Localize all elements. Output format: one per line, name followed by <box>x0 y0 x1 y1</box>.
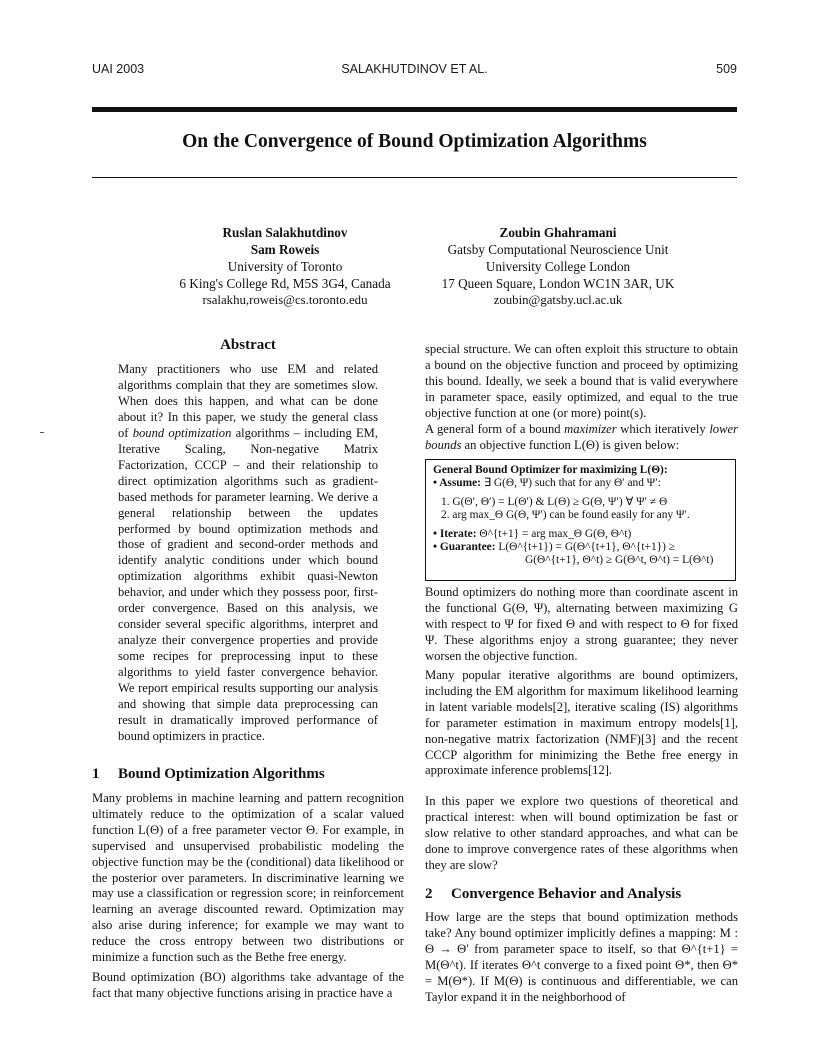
right-paragraph-5: In this paper we explore two questions of theoretical and practical interest: when will bound optimization be fast or slow relative to other standard approaches, and what can be done to improve convergence rates of these algorithms when they are slow? <box>425 794 738 872</box>
abstract-text: Many practitioners who use EM and related algorithms complain that they are sometimes slow. When does this happen, and what can be done about it? In this paper, we study the general class of bound optimization algorithms – including EM, Iterative Scaling, Non-negative Matrix Factorization, CCCP – and their relationship to direct optimization algorithms such as gradient-based methods for parameter learning. We derive a general relationship between the updates performed by bound optimization methods and those of gradient and second-order methods and identify analytic conditions under which bound optimization algorithms exhibit quasi-Newton behavior, and under which they possess poor, first-order convergence. Based on this analysis, we consider several specific algorithms, interpret and analyze their convergence properties and provide some recipes for preprocessing input to these algorithms to yield faster convergence behavior. We report empirical results supporting our analysis and showing that simple data preprocessing can result in dramatically improved performance of bound optimizers in practice. <box>118 362 378 743</box>
author-email: zoubin@gatsby.ucl.ac.uk <box>493 293 623 307</box>
title-top-rule <box>92 107 737 112</box>
section-1-heading <box>92 766 325 783</box>
page-number: 509 <box>716 62 737 76</box>
section-title: Convergence Behavior and Analysis <box>451 886 682 902</box>
right-paragraph-2: A general form of a bound maximizer which iteratively lower bounds an objective function L(Θ) is given below: <box>425 422 738 452</box>
affiliation-line: 6 King's College Rd, M5S 3G4, Canada <box>179 276 391 291</box>
section-2-heading <box>425 886 681 903</box>
section-1-paragraph-2: Bound optimization (BO) algorithms take advantage of the fact that many objective functions arising in practice have a <box>92 970 404 1000</box>
running-authors: SALAKHUTDINOV ET AL. <box>341 62 488 76</box>
conference-label: UAI 2003 <box>92 62 145 76</box>
right-paragraph-4: Many popular iterative algorithms are bound optimizers, including the EM algorithm for maximum likelihood learning in latent variable models[2], iterative scaling (IS) algorithms for parameter estimation in maximum entropy models[1], non-negative matrix factorization (NMF)[3] and the recent CCCP algorithm for minimizing the Bethe free energy in approximate inference problems[12]. <box>425 668 738 778</box>
box-condition-1: 1. G(Θ′, Θ′) = L(Θ′) & L(Θ) ≥ G(Θ, Ψ′) ∀ Ψ′ ≠ Θ <box>441 496 668 508</box>
author-name: Sam Roweis <box>250 242 320 257</box>
bound-optimizer-box <box>425 459 736 581</box>
box-guarantee-line: • Guarantee: L(Θ^{t+1}) = G(Θ^{t+1}, Θ^{t+1}) ≥ <box>433 541 676 553</box>
affiliation-line: University of Toronto <box>227 259 343 274</box>
box-iterate-line: • Iterate: Θ^{t+1} = arg max_Θ G(Θ, Θ^t) <box>433 528 632 540</box>
box-assume-line: • Assume: ∃ G(Θ, Ψ) such that for any Θ′ and Ψ′: <box>433 477 661 489</box>
section-2-paragraph-1: How large are the steps that bound optimization methods take? Any bound optimizer implicitly defines a mapping: M : Θ → Θ′ from parameter space to itself, so that Θ^{t+1} = M(Θ^t). If iterates Θ^t converge to a fixed point Θ*, then Θ* = M(Θ*). If M(Θ) is continuous and differentiable, we can Taylor expand it in the neighborhood of <box>425 910 738 1004</box>
running-head <box>92 62 737 78</box>
affiliation-line: Gatsby Computational Neuroscience Unit <box>447 242 669 257</box>
author-block-right <box>408 224 708 309</box>
title-bottom-rule <box>92 177 737 178</box>
right-paragraph-1: special structure. We can often exploit this structure to obtain a bound on the objective function and proceed by optimizing this bound. Ideally, we seek a bound that is valid everywhere in parameter space, easily optimized, and equal to the true objective function at one (or more) point(s). <box>425 342 738 420</box>
affiliation-line: 17 Queen Square, London WC1N 3AR, UK <box>441 276 675 291</box>
box-guarantee-line-2: G(Θ^{t+1}, Θ^t) ≥ G(Θ^t, Θ^t) = L(Θ^t) <box>525 554 714 566</box>
author-name: Ruslan Salakhutdinov <box>222 225 348 240</box>
section-1-paragraph-1: Many problems in machine learning and pattern recognition ultimately reduce to the optimization of a scalar valued function L(Θ) of a free parameter vector Θ. For example, in supervised and unsupervised probabilistic modeling the objective function may be the (conditional) data likelihood or the posterior over parameters. In discriminative learning we may use a classification or regression score; in reinforcement learning an average discounted reward. Optimization may also arise during inference; for example we may want to reduce the cross entropy between two distributions or minimize a function such as the Bethe free energy. <box>92 791 404 965</box>
section-title: Bound Optimization Algorithms <box>118 766 325 782</box>
author-email: rsalakhu,roweis@cs.toronto.edu <box>202 293 368 307</box>
section-number: 1 <box>92 766 100 782</box>
abstract-emphasis: bound optimization <box>132 425 232 440</box>
paper-title: On the Convergence of Bound Optimization Algorithms <box>182 131 647 152</box>
box-condition-2: 2. arg max_Θ G(Θ, Ψ′) can be found easily for any Ψ′. <box>441 509 690 521</box>
abstract-heading: Abstract <box>220 337 276 353</box>
author-block-left <box>135 224 435 309</box>
section-number: 2 <box>425 886 433 902</box>
author-name: Zoubin Ghahramani <box>499 225 617 240</box>
box-title: General Bound Optimizer for maximizing L(Θ): <box>433 464 668 476</box>
right-paragraph-3: Bound optimizers do nothing more than coordinate ascent in the functional G(Θ, Ψ), alternating between maximizing G with respect to Ψ for fixed Θ and with respect to Θ for fixed Ψ. These algorithms enjoy a strong guarantee; they never worsen the objective function. <box>425 585 738 663</box>
affiliation-line: University College London <box>485 259 631 274</box>
margin-mark <box>40 432 44 433</box>
